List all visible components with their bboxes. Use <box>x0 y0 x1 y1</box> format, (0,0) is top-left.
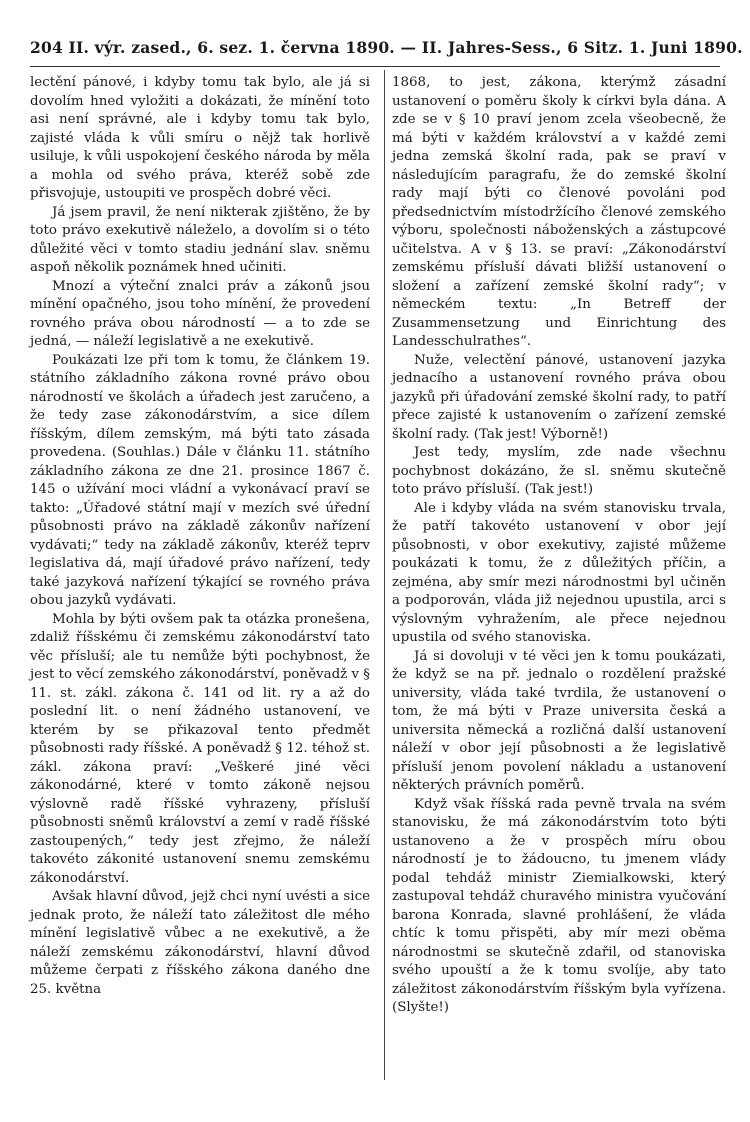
paragraph: Jest tedy, myslím, zde nade všechnu pochybnost dokázáno, že sl. sněmu skutečně toto právo přísluší. (Tak jest!) <box>392 445 726 497</box>
right-column <box>392 74 726 1018</box>
paragraph: lectění pánové, i kdyby tomu tak bylo, ale já si dovolím hned vyložiti a dokázati, že mínění toto asi není správné, ale i kdyby tomu tak bylo, zajisté vláda k vůli smíru o nějž tak horlivě usiluje, k vůli uspokojení českého národa by měla a mohla od svého práva, kteréž sobě zde přisvojuje, ustoupiti ve prospěch dobré věci. <box>30 75 370 201</box>
page-header: 204 II. výr. zased., 6. sez. 1. června 1890. — II. Jahres-Sess., 6 Sitz. 1. Juni 1890. <box>30 38 743 57</box>
left-column <box>30 74 370 999</box>
paragraph: Poukázati lze při tom k tomu, že článkem 19. státního základního zákona rovné právo obou národností ve školách a úřadech jest zaručeno, a že tedy zase zákonodárstvím, a sice dílem říšským, dílem zemským, má býti tato zásada provedena. (Souhlas.) Dále v článku 11. státního základního zákona ze dne 21. prosince 1867 č. 145 o užívání moci vládní a vykonávací praví se takto: „Úřadové státní mají v mezích své úřední působnosti právo na základě zákonův nařízení vydávati;“ tedy na základě zákonův, kteréž teprv legislativa dá, mají úřadové právo nařízení, tedy také jazyková nařízení týkající se rovného práva obou jazyků vydávati. <box>30 352 370 608</box>
paragraph: Já si dovoluji v té věci jen k tomu poukázati, že když se na př. jednalo o rozdělení pražské university, vláda také tvrdila, že ustanovení o tom, že má býti v Praze universita česká a universita německá a rozličná další ustanovení náleží v obor její působnosti a že legislativě přísluší jenom povolení nákladu a ustanovení některých právních poměrů. <box>392 648 726 793</box>
column-divider <box>384 70 385 1080</box>
header-rule <box>30 66 720 67</box>
paragraph: 1868, to jest, zákona, kterýmž zásadní ustanovení o poměru školy k církvi byla dána. A zde se v § 10 praví jenom zcela všeobecně, že má býti v každém království a v každé zemi jedna zemská školní rada, pak se praví v následujícím paragrafu, že do zemské školní rady mají býti co členové povoláni pod předsednictvím místodržícího členové zemského výboru, společnosti náboženských a zástupcové učitelstva. A v § 13. se praví: „Zákonodárství zemskému přísluší dávati bližší ustanovení o složení a zařízení zemské školní rady“; v německém textu: „In Betreff der Zusammensetzung und Einrichtung des Landesschulrathes“. <box>392 75 726 349</box>
paragraph: Já jsem pravil, že není nikterak zjištěno, že by toto právo exekutivě náleželo, a dovolím si o této důležité věci v tomto stadiu jednání slav. sněmu aspoň několik poznámek hned učiniti. <box>30 204 370 275</box>
paragraph: Když však říšská rada pevně trvala na svém stanovisku, že má zákonodárstvím toto býti ustanoveno a že v prospěch míru obou národností je to žádoucno, tu jmenem vlády podal tehdáž ministr Ziemialkowski, který zastupoval tehdáž churavého ministra vyučování barona Konrada, slavné prohlášení, že vláda chtíc k tomu přispěti, aby mír mezi oběma národnostmi se skutečně zdařil, od stanoviska svého upouští a že k tomu svolíje, aby tato záležitost zákonodárstvím říšským byla vyřízena. (Slyšte!) <box>392 796 726 1015</box>
paragraph: Mnozí a výteční znalci práv a zákonů jsou mínění opačného, jsou toho mínění, že provedení rovného práva obou národností — a to zde se jedná, — náleží legislativě a ne exekutivě. <box>30 278 370 349</box>
paragraph: Mohla by býti ovšem pak ta otázka pronešena, zdaliž říšskému či zemskému zákonodárství tato věc přísluší; ale tu nemůže býti pochybnost, že jest to věcí zemského zákonodárství, poněvadž v § 11. st. zákl. zákona č. 141 od lit. ry a až do poslední lit. o není žádného ustanovení, ve kterém by se přikazoval tento předmět působnosti rady říšské. A poněvadž § 12. téhož st. zákl. zákona praví: „Veškeré jiné věci zákonodárné, které v tomto zákoně nejsou výslovně radě říšské vyhrazeny, přísluší působnosti sněmů království a zemí v radě říšské zastoupených,“ tedy jest zřejmo, že náleží takovéto zákonité ustanovení snemu zemskému zákonodárství. <box>30 611 370 886</box>
paragraph: Avšak hlavní důvod, jejž chci nyní uvésti a sice jednak proto, že náleží tato záležitost dle mého mínění legislativě vůbec a ne exekutivě, a že náleží zemskému zákonodárství, hlavní důvod můžeme čerpati z říšského zákona daného dne 25. května <box>30 889 370 997</box>
paragraph: Ale i kdyby vláda na svém stanovisku trvala, že patří takovéto ustanovení v obor její působnosti, v obor exekutivy, zajisté můžeme poukázati k tomu, že z důležitých příčin, a zejména, aby smír mezi národnostmi byl učiněn a podporován, vláda již nejednou upustila, arci s výslovným vyhražením, ale přece nejednou upustila od svého stanoviska. <box>392 500 726 645</box>
paragraph: Nuže, velectění pánové, ustanovení jazyka jednacího a ustanovení rovného práva obou jazyků při úřadování zemské školní rady, to patří přece zajisté k ustanovením o zařízení zemské školní rady. (Tak jest! Výborně!) <box>392 352 726 442</box>
